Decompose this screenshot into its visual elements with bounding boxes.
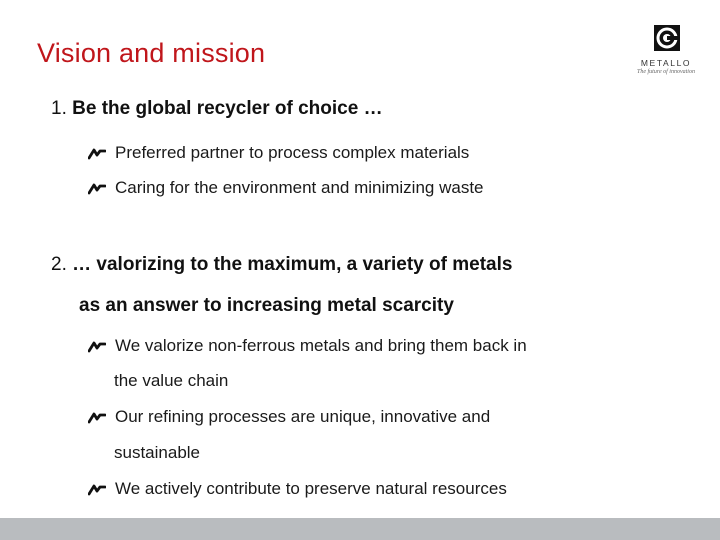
point-2-number: 2. — [51, 254, 67, 275]
point-2-bullet-3 — [88, 479, 507, 499]
logo-brand-text: METALLO — [640, 58, 692, 68]
swoosh-arrow-icon — [88, 410, 106, 424]
swoosh-arrow-icon — [88, 339, 106, 353]
bullet-text: Our refining processes are unique, innovative and — [115, 407, 491, 426]
point-2-heading-line-2: as an answer to increasing metal scarcity — [79, 295, 454, 316]
swoosh-arrow-icon — [88, 146, 106, 160]
company-logo — [632, 22, 700, 90]
logo-tagline: The future of innovation — [637, 69, 695, 75]
metallo-logo-icon — [654, 25, 680, 51]
bullet-text: Caring for the environment and minimizing waste — [115, 178, 484, 197]
bullet-text-continuation: the value chain — [114, 371, 229, 390]
bullet-text-continuation: sustainable — [114, 443, 201, 462]
point-2-heading-text-line-1: … valorizing to the maximum, a variety of metals — [72, 254, 513, 275]
point-1-bullet-1 — [88, 143, 469, 163]
point-1-number: 1. — [51, 98, 67, 119]
swoosh-arrow-icon — [88, 181, 106, 195]
point-2-bullet-2 — [88, 407, 490, 427]
point-2-bullet-1 — [88, 336, 527, 356]
swoosh-arrow-icon — [88, 482, 106, 496]
bullet-text: We valorize non-ferrous metals and bring them back in — [115, 336, 527, 355]
bullet-text: Preferred partner to process complex materials — [115, 143, 470, 162]
point-1-heading-text: Be the global recycler of choice … — [72, 98, 383, 119]
footer-bar — [0, 518, 720, 540]
point-1-heading — [51, 98, 383, 120]
point-1-bullet-2 — [88, 178, 484, 198]
point-2-heading — [51, 254, 512, 276]
slide-title: Vision and mission — [37, 38, 266, 68]
bullet-text: We actively contribute to preserve natural resources — [115, 479, 507, 498]
